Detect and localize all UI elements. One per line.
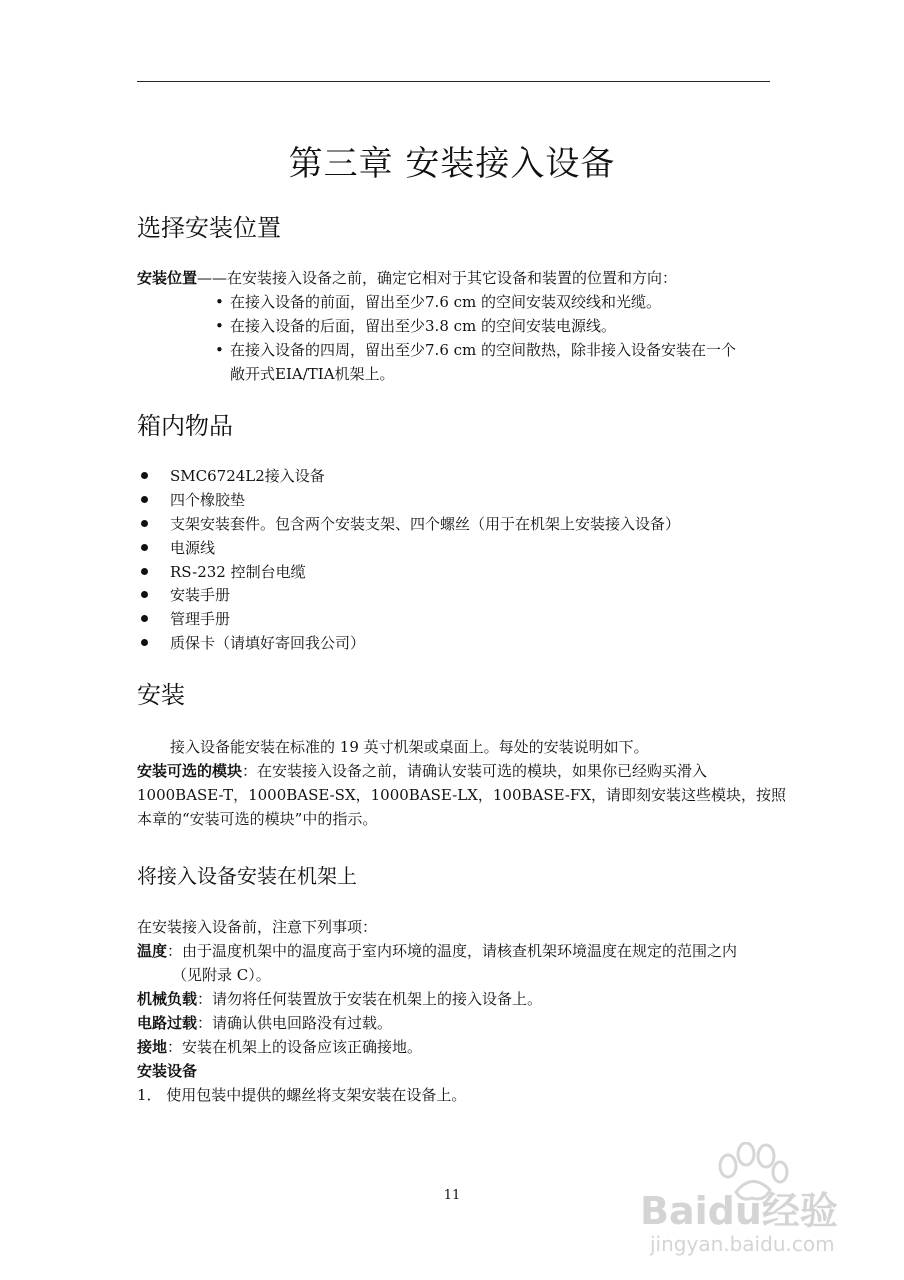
list-item: 支架安装套件。包含两个安装支架、四个螺丝（用于在机架上安装接入设备） — [141, 513, 680, 536]
list-item: 安装手册 — [141, 584, 230, 607]
location-intro-label: 安装位置 — [137, 269, 198, 287]
list-item: RS-232 控制台电缆 — [141, 561, 306, 584]
bullet-icon — [141, 472, 148, 479]
heading-rack-mount: 将接入设备安装在机架上 — [137, 864, 357, 888]
temperature-note: 温度：由于温度机架中的温度高于室内环境的温度，请核查机架环境温度在规定的范围之内 — [137, 942, 738, 960]
grounding-note: 接地：安装在机架上的设备应该正确接地。 — [137, 1038, 423, 1056]
step-item: 1． 使用包装中提供的螺丝将支架安装在设备上。 — [137, 1086, 467, 1104]
page-number: 11 — [443, 1188, 461, 1203]
location-bullet-continuation: 敞开式EIA/TIA机架上。 — [230, 365, 395, 383]
heading-install-location: 选择安装位置 — [137, 214, 281, 242]
location-intro-text: ——在安装接入设备之前，确定它相对于其它设备和装置的位置和方向： — [197, 269, 678, 287]
temperature-note-continuation: （见附录 C）。 — [172, 966, 271, 984]
optional-module-line: 安装可选的模块：在安装接入设备之前，请确认安装可选的模块，如果你已经购买滑入 — [137, 762, 708, 780]
bullet-icon — [141, 615, 148, 622]
optional-module-line: 本章的“安装可选的模块”中的指示。 — [137, 810, 378, 828]
location-bullet: • 在接入设备的前面，留出至少7.6 cm 的空间安装双绞线和光缆。 — [215, 293, 662, 311]
bullet-icon — [141, 520, 148, 527]
location-bullet: • 在接入设备的四周，留出至少7.6 cm 的空间散热，除非接入设备安装在一个 — [215, 341, 737, 359]
list-item: 电源线 — [141, 537, 215, 560]
bullet-icon — [141, 496, 148, 503]
header-rule — [137, 81, 770, 82]
list-item: 质保卡（请填好寄回我公司） — [141, 632, 365, 655]
install-paragraph: 接入设备能安装在标准的 19 英寸机架或桌面上。每处的安装说明如下。 — [170, 738, 649, 756]
optional-module-label: 安装可选的模块 — [137, 762, 243, 780]
mechanical-load-note: 机械负载：请勿将任何装置放于安装在机架上的接入设备上。 — [137, 990, 543, 1008]
bullet-icon — [141, 591, 148, 598]
heading-install: 安装 — [137, 681, 185, 709]
circuit-overload-note: 电路过载：请确认供电回路没有过载。 — [137, 1014, 393, 1032]
list-item: SMC6724L2接入设备 — [141, 465, 325, 488]
location-intro — [137, 267, 677, 290]
list-item: 管理手册 — [141, 608, 230, 631]
list-item: 四个橡胶垫 — [141, 489, 245, 512]
heading-box-contents: 箱内物品 — [137, 412, 233, 440]
bullet-icon — [141, 568, 148, 575]
watermark-url: jingyan.baidu.com — [650, 1232, 835, 1256]
optional-module-line: 1000BASE-T，1000BASE-SX，1000BASE-LX，100BASE-FX，请即刻安装这些模块，按照 — [137, 786, 787, 804]
bullet-icon — [141, 544, 148, 551]
bullet-icon — [141, 639, 148, 646]
install-device-subhead: 安装设备 — [137, 1062, 198, 1080]
baidu-watermark — [640, 1142, 870, 1274]
watermark-brand: Baidu经验 — [640, 1189, 838, 1233]
location-bullet: • 在接入设备的后面，留出至少3.8 cm 的空间安装电源线。 — [215, 317, 617, 335]
chapter-title: 第三章 安装接入设备 — [288, 144, 616, 184]
rack-intro: 在安装接入设备前，注意下列事项： — [137, 918, 378, 936]
